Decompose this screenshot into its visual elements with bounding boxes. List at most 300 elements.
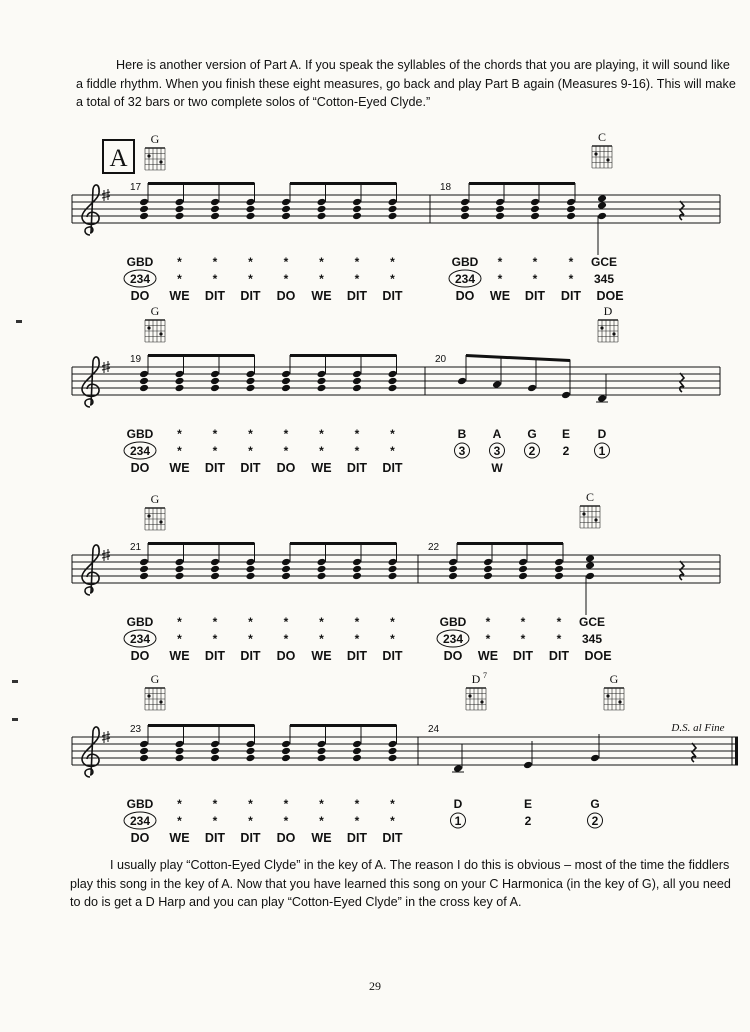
syllable: DO: [276, 649, 296, 663]
syllable: DIT: [240, 289, 261, 303]
note-head: [210, 198, 220, 207]
hole-number: 234: [454, 272, 476, 286]
note-head: [246, 212, 256, 221]
note-head: [175, 384, 185, 393]
page-number: 29: [369, 979, 381, 993]
note-head: [554, 565, 564, 574]
rhythm-dot: *: [354, 632, 360, 646]
rhythm-dot: *: [354, 797, 360, 811]
note-head: [139, 212, 149, 221]
note-head: [388, 384, 398, 393]
note-head: [317, 747, 327, 756]
hole-number: 2: [562, 444, 570, 458]
note-head: [246, 558, 256, 567]
note-head: [139, 572, 149, 581]
measure-number: 24: [428, 724, 440, 735]
note-head: [210, 558, 220, 567]
syllable: DIT: [204, 831, 226, 845]
rhythm-dot: *: [390, 814, 395, 828]
note-head: [281, 370, 291, 379]
syllable: WE: [311, 831, 332, 845]
rhythm-dot: *: [283, 632, 289, 646]
syllable: DIT: [240, 461, 261, 475]
rhythm-dot: *: [390, 632, 395, 646]
syllable: WE: [311, 461, 332, 475]
note-head: [139, 740, 149, 749]
note-head: [388, 212, 398, 221]
note-name: E: [561, 427, 571, 441]
note-head: [388, 558, 398, 567]
chord-diagram: [598, 320, 618, 342]
rhythm-dot: *: [532, 272, 538, 286]
measure-19: [124, 304, 403, 475]
note-head: [281, 205, 291, 214]
rhythm-dot: *: [212, 814, 218, 828]
note-head: [518, 565, 528, 574]
note-head: [561, 391, 571, 400]
note-head: [483, 565, 493, 574]
note-name: GBD: [126, 255, 154, 269]
note-head: [246, 565, 256, 574]
note-head: [317, 754, 327, 763]
syllable: DIT: [346, 461, 368, 475]
beam: [148, 354, 255, 357]
rhythm-dot: *: [497, 272, 503, 286]
syllable: DIT: [204, 289, 226, 303]
rhythm-dot: *: [283, 255, 289, 269]
hole-number: 2: [528, 444, 536, 458]
rhythm-dot: *: [485, 632, 491, 646]
measure-17: [124, 132, 403, 303]
chord-symbol: C: [585, 490, 595, 504]
hole-number: 2: [524, 814, 532, 828]
rhythm-dot: *: [532, 255, 538, 269]
note-head: [388, 205, 398, 214]
note-head: [352, 205, 362, 214]
note-head: [597, 201, 607, 210]
note-name: E: [523, 797, 533, 811]
rhythm-dot: *: [248, 615, 253, 629]
rhythm-dot: *: [319, 632, 324, 646]
diagram-dot: [480, 700, 483, 703]
note-head: [281, 384, 291, 393]
chord-symbol: G: [150, 132, 160, 146]
note-head: [585, 572, 595, 581]
note-head: [460, 212, 470, 221]
note-head: [566, 198, 576, 207]
rhythm-dot: *: [212, 255, 218, 269]
note-head: [210, 572, 220, 581]
rhythm-dot: *: [485, 615, 491, 629]
note-head: [317, 572, 327, 581]
note-head: [281, 565, 291, 574]
note-head: [281, 377, 291, 386]
rhythm-dot: *: [390, 797, 395, 811]
note-head: [210, 740, 220, 749]
rhythm-dot: *: [568, 272, 574, 286]
note-head: [317, 565, 327, 574]
note-head: [175, 558, 185, 567]
treble-clef: [82, 727, 99, 777]
note-head: [139, 384, 149, 393]
rhythm-dot: *: [212, 632, 218, 646]
note-head: [175, 565, 185, 574]
rhythm-dot: *: [283, 615, 289, 629]
rhythm-dot: *: [390, 272, 395, 286]
syllable: WE: [169, 649, 190, 663]
final-bar-thick: [735, 737, 738, 765]
syllable: DOE: [584, 649, 612, 663]
treble-clef: [82, 185, 99, 235]
rhythm-dot: *: [177, 615, 182, 629]
note-head: [554, 572, 564, 581]
quarter-rest: [680, 373, 684, 392]
treble-clef: [82, 357, 99, 407]
beam: [290, 724, 397, 727]
hole-number: 2: [591, 814, 599, 828]
note-head: [246, 377, 256, 386]
syllable: DIT: [548, 649, 570, 663]
rhythm-dot: *: [556, 615, 562, 629]
rhythm-dot: *: [319, 427, 324, 441]
note-head: [317, 558, 327, 567]
note-head: [448, 572, 458, 581]
note-head: [585, 554, 595, 563]
note-name: GBD: [126, 615, 154, 629]
rhythm-dot: *: [354, 615, 360, 629]
note-name: B: [457, 427, 467, 441]
chord-diagram: [580, 506, 600, 528]
syllable: DIT: [382, 461, 403, 475]
note-head: [246, 572, 256, 581]
note-head: [530, 212, 540, 221]
syllable: DIT: [382, 831, 403, 845]
note-head: [139, 565, 149, 574]
note-head: [175, 377, 185, 386]
music-system: [72, 671, 738, 845]
syllable: DIT: [560, 289, 582, 303]
note-head: [317, 377, 327, 386]
syllable: DIT: [382, 289, 403, 303]
diagram-dot: [147, 326, 150, 329]
note-head: [388, 754, 398, 763]
hole-number: 1: [598, 444, 606, 458]
chord-diagram: [145, 688, 165, 710]
quarter-rest: [680, 201, 684, 220]
note-head: [352, 212, 362, 221]
rhythm-dot: *: [354, 814, 360, 828]
note-head: [175, 740, 185, 749]
measure-number: 22: [428, 542, 440, 553]
hole-number: 3: [458, 444, 466, 458]
rhythm-dot: *: [248, 427, 253, 441]
note-head: [352, 198, 362, 207]
measure-number: 23: [130, 724, 142, 735]
rhythm-dot: *: [568, 255, 574, 269]
note-head: [352, 747, 362, 756]
syllable: DIT: [204, 461, 226, 475]
treble-clef: [82, 545, 99, 595]
note-head: [352, 754, 362, 763]
syllable: WE: [477, 649, 499, 663]
hole-number: 345: [593, 272, 615, 286]
breath-mark: W: [491, 461, 503, 475]
note-head: [448, 558, 458, 567]
note-name: GBD: [126, 797, 154, 811]
rhythm-dot: *: [212, 444, 218, 458]
note-head: [175, 754, 185, 763]
chord-diagram: [145, 320, 165, 342]
syllable: DIT: [204, 649, 226, 663]
note-head: [210, 754, 220, 763]
chord-diagram: [592, 146, 612, 168]
chord-superscript: 7: [483, 671, 487, 680]
note-name: D: [453, 797, 463, 811]
syllable: DIT: [512, 649, 534, 663]
chord-symbol: D: [471, 672, 481, 686]
syllable: WE: [311, 289, 332, 303]
note-head: [448, 565, 458, 574]
note-name: GBD: [439, 615, 467, 629]
note-head: [175, 212, 185, 221]
hole-number: 234: [129, 814, 151, 828]
syllable: WE: [311, 649, 332, 663]
ending-instruction: D.S. al Fine: [671, 722, 725, 734]
rhythm-dot: *: [354, 255, 360, 269]
music-system: [72, 490, 720, 663]
note-head: [388, 377, 398, 386]
note-name: G: [590, 797, 600, 811]
rhythm-dot: *: [177, 272, 182, 286]
rhythm-dot: *: [354, 427, 360, 441]
rhythm-dot: *: [248, 272, 253, 286]
note-name: D: [597, 427, 607, 441]
binding-mark: [12, 718, 18, 721]
syllable: DO: [276, 289, 296, 303]
note-head: [388, 747, 398, 756]
outro-paragraph: I usually play “Cotton-Eyed Clyde” in the key of A. The reason I do this is obvious – most of the time the fiddlers play this song in the key of A. Now that you have learned this song on your C Harmonica (in the key of G), all you need to do is get a D Harp and you can play “Cotton-Eyed Clyde” in the cross key of A.: [70, 858, 731, 909]
rhythm-dot: *: [319, 272, 324, 286]
rhythm-dot: *: [177, 814, 182, 828]
note-head: [597, 212, 607, 221]
chord-symbol: C: [597, 130, 607, 144]
chord-diagram: [145, 148, 165, 170]
syllable: DO: [130, 649, 150, 663]
note-head: [281, 558, 291, 567]
intro-paragraph: Here is another version of Part A. If you speak the syllables of the chords that you are playing, it will sound like a fiddle rhythm. When you finish these eight measures, go back and play Part B again (Measures 9-16). This will make a total of 32 bars or two complete solos of “Cotton-Eyed Clyde.”: [76, 58, 736, 109]
diagram-dot: [147, 154, 150, 157]
note-head: [352, 377, 362, 386]
note-head: [175, 572, 185, 581]
note-head: [317, 205, 327, 214]
note-head: [523, 761, 533, 770]
syllable: DO: [130, 289, 150, 303]
note-head: [527, 384, 537, 393]
note-head: [352, 370, 362, 379]
diagram-dot: [582, 512, 585, 515]
diagram-dot: [606, 694, 609, 697]
rhythm-dot: *: [283, 797, 289, 811]
note-head: [210, 565, 220, 574]
rhythm-dot: *: [177, 255, 182, 269]
note-head: [483, 572, 493, 581]
note-head: [139, 754, 149, 763]
note-head: [210, 377, 220, 386]
note-head: [453, 764, 463, 773]
rhythm-dot: *: [319, 444, 324, 458]
syllable: DIT: [346, 831, 368, 845]
note-head: [246, 370, 256, 379]
note-head: [352, 565, 362, 574]
syllable: DIT: [382, 649, 403, 663]
syllable: DIT: [346, 649, 368, 663]
beam: [148, 542, 255, 545]
rhythm-dot: *: [319, 797, 324, 811]
note-head: [210, 212, 220, 221]
note-head: [518, 558, 528, 567]
beam: [290, 354, 397, 357]
measure-number: 21: [130, 542, 142, 553]
note-head: [139, 747, 149, 756]
rhythm-dot: *: [248, 814, 253, 828]
note-head: [139, 205, 149, 214]
measure-20: [435, 304, 684, 475]
rhythm-dot: *: [390, 615, 395, 629]
rhythm-dot: *: [497, 255, 503, 269]
note-head: [495, 212, 505, 221]
note-name: GCE: [590, 255, 618, 269]
chord-symbol: G: [150, 304, 160, 318]
rhythm-dot: *: [248, 444, 253, 458]
quarter-rest: [692, 743, 696, 762]
hole-number: 234: [129, 272, 151, 286]
note-head: [566, 205, 576, 214]
diagram-dot: [147, 694, 150, 697]
note-name: GCE: [578, 615, 606, 629]
note-head: [246, 198, 256, 207]
note-head: [210, 370, 220, 379]
diagram-dot: [594, 518, 597, 521]
rhythm-dot: *: [248, 255, 253, 269]
rhythm-dot: *: [319, 615, 324, 629]
hole-number: 1: [454, 814, 462, 828]
hole-number: 234: [129, 444, 151, 458]
syllable: DOE: [596, 289, 624, 303]
beam: [466, 354, 570, 362]
measure-number: 18: [440, 182, 452, 193]
diagram-dot: [159, 520, 162, 523]
chord-symbol: G: [150, 672, 160, 686]
note-head: [246, 747, 256, 756]
syllable: DO: [455, 289, 475, 303]
rhythm-dot: *: [319, 814, 324, 828]
syllable: DIT: [240, 831, 261, 845]
note-head: [317, 198, 327, 207]
rhythm-dot: *: [390, 444, 395, 458]
note-head: [460, 198, 470, 207]
hole-number: 3: [493, 444, 501, 458]
beam: [290, 182, 397, 185]
diagram-dot: [594, 152, 597, 155]
note-head: [210, 205, 220, 214]
note-head: [388, 740, 398, 749]
beam: [469, 182, 575, 185]
diagram-dot: [618, 700, 621, 703]
note-head: [566, 212, 576, 221]
beam: [148, 724, 255, 727]
measure-number: 17: [130, 182, 142, 193]
rhythm-dot: *: [283, 444, 289, 458]
note-head: [246, 384, 256, 393]
rhythm-dot: *: [177, 427, 182, 441]
note-head: [597, 394, 607, 403]
note-head: [388, 198, 398, 207]
measure-24: [428, 671, 725, 828]
diagram-dot: [147, 514, 150, 517]
measure-number: 20: [435, 354, 447, 365]
note-head: [281, 572, 291, 581]
note-head: [175, 370, 185, 379]
syllable: DIT: [346, 289, 368, 303]
note-head: [246, 205, 256, 214]
note-head: [457, 377, 467, 386]
rhythm-dot: *: [520, 615, 526, 629]
note-head: [388, 370, 398, 379]
syllable: DO: [276, 461, 296, 475]
note-head: [175, 198, 185, 207]
note-name: G: [527, 427, 537, 441]
note-head: [139, 370, 149, 379]
music-system: [72, 304, 720, 475]
diagram-dot: [159, 700, 162, 703]
diagram-dot: [606, 158, 609, 161]
note-head: [388, 565, 398, 574]
rhythm-dot: *: [283, 427, 289, 441]
syllable: DO: [276, 831, 296, 845]
note-head: [554, 558, 564, 567]
chord-diagram: [145, 508, 165, 530]
note-head: [281, 212, 291, 221]
note-head: [317, 212, 327, 221]
syllable: WE: [169, 831, 190, 845]
diagram-dot: [159, 332, 162, 335]
note-head: [139, 198, 149, 207]
note-head: [175, 205, 185, 214]
syllable: WE: [169, 461, 190, 475]
note-head: [495, 205, 505, 214]
note-head: [281, 754, 291, 763]
note-head: [590, 754, 600, 763]
note-head: [139, 377, 149, 386]
note-head: [352, 384, 362, 393]
note-head: [139, 558, 149, 567]
note-head: [210, 747, 220, 756]
rhythm-dot: *: [354, 272, 360, 286]
rhythm-dot: *: [212, 615, 218, 629]
rhythm-dot: *: [177, 444, 182, 458]
note-head: [460, 205, 470, 214]
binding-mark: [12, 680, 18, 683]
syllable: DIT: [240, 649, 261, 663]
rhythm-dot: *: [283, 272, 289, 286]
chord-symbol: D: [603, 304, 613, 318]
section-letter: A: [109, 145, 128, 172]
note-head: [246, 740, 256, 749]
note-head: [352, 740, 362, 749]
music-system: [72, 130, 720, 303]
note-head: [597, 194, 607, 203]
rhythm-dot: *: [520, 632, 526, 646]
